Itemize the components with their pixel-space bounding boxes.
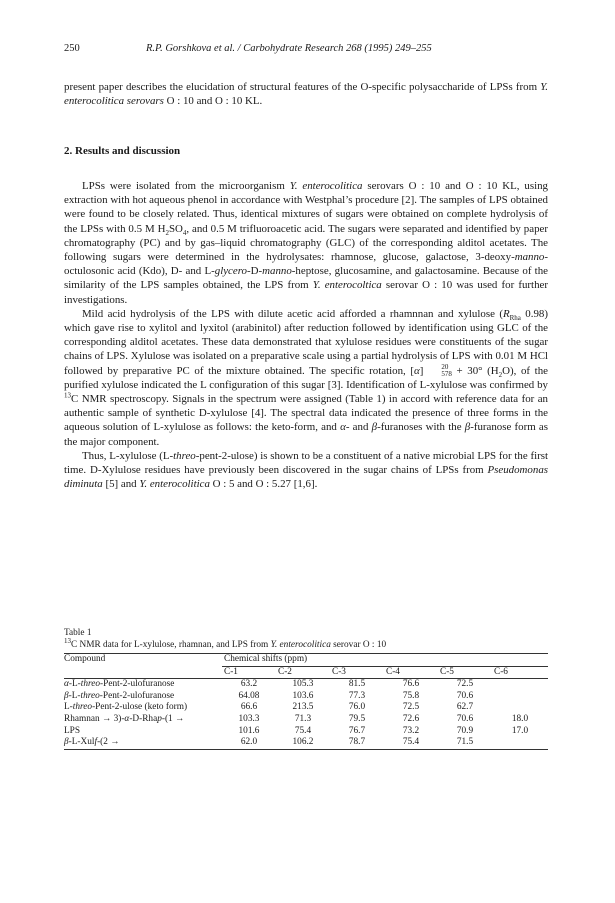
table-cell: 105.3 (292, 679, 314, 690)
table-cell (492, 737, 548, 749)
column-header: C-4 (386, 666, 400, 677)
table-cell: 75.8 (402, 690, 420, 701)
table-cell: 76.6 (402, 679, 420, 690)
table-cell: 17.0 (511, 725, 529, 736)
row-label: β-L-Xulf-(2 → (64, 737, 120, 748)
table-cell: 62.0 (240, 737, 258, 748)
table-cell: 66.6 (240, 702, 258, 713)
page-header (64, 43, 548, 57)
nmr-data-table (64, 653, 548, 750)
table-cell: 213.5 (292, 702, 314, 713)
table-cell: 72.5 (456, 679, 474, 690)
table-cell: 71.3 (294, 713, 312, 724)
table-row (64, 714, 548, 726)
column-header: C-3 (332, 666, 346, 677)
table-cell: 72.6 (402, 713, 420, 724)
table-cell: 103.6 (292, 690, 314, 701)
row-label: Rhamnan → 3)-α-D-Rhap-(1 → (64, 713, 185, 724)
table-cell: 101.6 (238, 725, 260, 736)
column-header: C-6 (494, 666, 508, 677)
section-heading: 2. Results and discussion (64, 145, 181, 157)
table-row (64, 679, 548, 691)
table-cell: 70.6 (456, 690, 474, 701)
table-caption (64, 628, 548, 651)
table-row (64, 691, 548, 703)
column-header-compound: Compound (64, 654, 106, 665)
column-header: C-1 (224, 666, 238, 677)
table-cell: 81.5 (348, 679, 366, 690)
row-label: L-threo-Pent-2-ulose (keto form) (64, 702, 188, 713)
table-cell: 79.5 (348, 713, 366, 724)
table-cell: 76.7 (348, 725, 366, 736)
table-cell: 72.5 (402, 702, 420, 713)
column-group-header: Chemical shifts (ppm) (222, 654, 548, 667)
table-row (64, 737, 548, 749)
row-label: β-L-threo-Pent-2-ulofuranose (64, 690, 175, 701)
table-label: Table 1 (64, 628, 92, 638)
paragraph-3: Thus, L-xylulose (L-threo-pent-2-ulose) is shown to be a constituent of a native microbial LPS for the first time. D-Xylulose residues have previously been discovered in the sugar chains of LPSs from Pseudomonas diminuta [5] and Y. enterocolitica O : 5 and O : 5.27 [1,6]. (64, 449, 548, 491)
body-text (64, 179, 548, 491)
table-row (64, 726, 548, 738)
table-cell: 63.2 (240, 679, 258, 690)
table-cell: 78.7 (348, 737, 366, 748)
paragraph-2: Mild acid hydrolysis of the LPS with dilute acetic acid afforded a rhamnnan and xylulose ($R_{Rha}$ 0.98) which gave rise to xylitol and lyxitol (arabinitol) after reduction followed by identification using GLC of the corresponding alditol acetates. These data demonstrated that xylulose residues were constituents of the sugar chains of LPS. Xylulose was isolated on a preparative scale using a partial hydrolysis of LPS with 0.01 M HCl followed by preparative PC of the mixture obtained. The specific rotation, [α] 20 578 + 30° $(H_2O)$, of the purified xylulose indicated the L configuration of this sugar [3]. Identification of L-xylulose was confirmed by $^{13}$C NMR spectroscopy. Signals in the spectrum were assigned (Table 1) in accord with reference data for an authentic sample of synthetic D-xylulose [4]. The spectral data indicated the presence of three forms in the aqueous solution of L-xylulose as follows: the keto-form, and α- and β-furanoses with the β-furanose form as the major component. (64, 307, 549, 448)
table-title: $^{13}$C NMR data for L-xylulose, rhamnan, and LPS from Y. enterocolitica serovar O : 10 (64, 636, 387, 650)
table-cell: 62.7 (456, 702, 474, 713)
table-cell: 77.3 (348, 690, 366, 701)
intro-paragraph: present paper describes the elucidation of structural features of the O-specific polysaccharide of LPSs from Y. enterocolitica serovars O : 10 and O : 10 KL. (64, 81, 548, 108)
column-header: C-2 (278, 666, 292, 677)
table-1 (64, 628, 548, 750)
table-cell: 75.4 (294, 725, 312, 736)
column-header: C-5 (440, 666, 454, 677)
table-cell: 106.2 (292, 737, 314, 748)
table-cell: 73.2 (402, 725, 420, 736)
table-cell: 76.0 (348, 702, 366, 713)
table-cell: 71.5 (456, 737, 474, 748)
table-cell: 70.9 (456, 725, 474, 736)
table-cell: 64.08 (238, 690, 260, 701)
table-row (64, 702, 548, 714)
paragraph-1: LPSs were isolated from the microorganism Y. enterocolitica serovars O : 10 and O : 10 KL, using extraction with hot aqueous phenol in accordance with Westphal’s procedure [2]. The samples of LPS obtained were found to be closely related. Thus, identical mixtures of sugars were obtained on complete hydrolysis of the LPSs with 0.5 M $H_2SO_4$, and 0.5 M trifluoroacetic acid. The sugars were separated and identified by paper chromatography (PC) and by gas–liquid chromatography (GLC) of the corresponding alditol acetates. The following sugars were determined in the hydrolysates: rhamnose, glucose, galactose, 3-deoxy-manno-octulosonic acid (Kdo), D- and L-glycero-D-manno-heptose, glucosamine, and galactosamine. Because of the similarity of the LPS samples obtained, the LPS from Y. enterocoltica serovar O : 10 was used for further investigations. (64, 180, 548, 306)
table-cell (492, 691, 548, 703)
table-cell (492, 679, 548, 691)
row-label: LPS (64, 725, 81, 736)
table-cell: 103.3 (238, 713, 260, 724)
column-header-row (64, 666, 548, 679)
running-head: R.P. Gorshkova et al. / Carbohydrate Research 268 (1995) 249–255 (146, 43, 432, 54)
page-number: 250 (64, 43, 80, 54)
table-cell: 75.4 (402, 737, 420, 748)
table-cell (492, 702, 548, 714)
table-cell: 70.6 (456, 713, 474, 724)
table-cell: 18.0 (511, 713, 529, 724)
row-label: α-L-threo-Pent-2-ulofuranose (64, 679, 175, 690)
